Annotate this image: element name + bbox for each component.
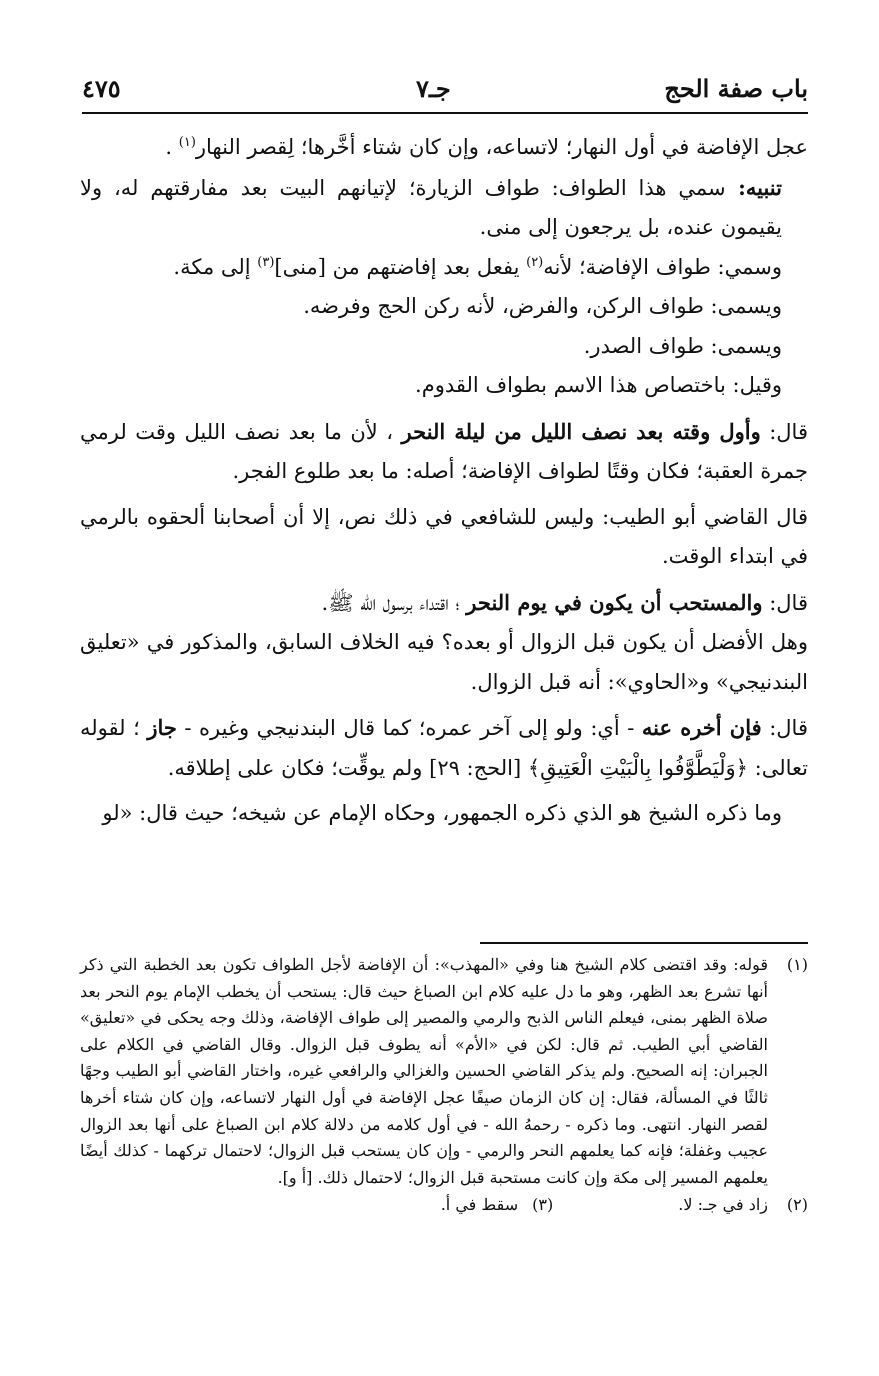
matn-text: جاز — [147, 715, 177, 740]
matn-text: فإن أخره عنه — [641, 715, 762, 740]
footnote-number: (٢) — [786, 1195, 808, 1215]
page-number: ٤٧٥ — [82, 74, 121, 103]
footnote-rule — [480, 942, 808, 944]
page-header — [82, 72, 808, 112]
chapter-title: باب صفة الحج — [664, 74, 808, 103]
note-label: تنبيه: — [725, 174, 782, 200]
paragraph-6: وقيل: باختصاص هذا الاسم بطواف القدوم. — [415, 373, 782, 397]
footnote-text: قوله: وقد اقتضى كلام الشيخ هنا وفي «المهذب»: أن الإفاضة لأجل الطواف تكون بعد الخطبة التي ذكر أنها تشرع بعد الظهر، وهو ما دل عليه كلام ابن الصباغ حيث قال: يستحب أن يخطب الإمام يوم النحر بعد صلاة الظهر بمنى، فيعلم الناس الذبح والرمي والمصير إلى طواف الإفاضة، وذلك وجه يحكى في «تعليق» القاضي أبي الطيب. ثم قال: لكن في «الأم» أنه يطوف قبل الزوال. وقال القاضي في الكلام على الجبران: إنه الصحيح. ولم يذكر القاضي الحسين والغزالي والرافعي غيره، واختار القاضي أبو الطيب وجهًا ثالثًا في المسألة، فقال: إن كان الزمان صيفًا عجل الإفاضة في أول النهار لاتساعه، وإن كان شتاء أخرها لقصر النهار. انتهى. وما ذكره - رحمهُ الله - في أول كلامه من دلالة كلام ابن الصباغ على أنها بعد الزوال عجيب وغفلة؛ فإنه كما يعلمهم النحر والرمي - وإن كان يستحب قبل الزوال؛ لاحتمال تركهما - كذلك أيضًا يعلمهم المسير إلى مكة وإن كانت مستحبة قبل الزوال؛ لاحتمال ذلك. [أ و]. — [80, 955, 768, 1187]
paragraph-7: قال: وأول وقته بعد نصف الليل من ليلة النحر ، لأن ما بعد نصف الليل وقت لرمي جمرة العقبة؛ فكان وقتًا لطواف الإفاضة؛ أصله: ما بعد طلوع الفجر. — [80, 418, 808, 483]
footnote-number: (٣) — [532, 1195, 554, 1215]
paragraph-8: قال القاضي أبو الطيب: وليس للشافعي في ذلك نص، إلا أن أصحابنا ألحقوه بالرمي في ابتداء الوقت. — [80, 504, 808, 568]
matn-text: والمستحب أن يكون في يوم النحر — [466, 589, 763, 615]
paragraph-12: وما ذكره الشيخ هو الذي ذكره الجمهور، وحكاه الإمام عن شيخه؛ حيث قال: «لو — [102, 801, 782, 825]
paragraph-3: وسمي: طواف الإفاضة؛ لأنه$^{(٢)}$ يفعل بعد إفاضتهم من [منى]$^{(٣)}$ إلى مكة. — [173, 254, 782, 279]
paragraph-5: ويسمى: طواف الصدر. — [583, 333, 782, 358]
paragraph-11: قال: فإن أخره عنه - أي: ولو إلى آخر عمره؛ كما قال البندنيجي وغيره - جاز ؛ لقوله تعالى: ﴿وَلْيَطَّوَّفُوا بِالْبَيْتِ الْعَتِيقِ﴾ [الحج: ٢٩] ولم يوقِّت؛ فكان على إطلاقه. — [80, 715, 808, 780]
paragraph-10: وهل الأفضل أن يكون قبل الزوال أو بعده؟ فيه الخلاف السابق، والمذكور في «تعليق البندنيجي» و«الحاوي»: أنه قبل الزوال. — [80, 630, 809, 694]
paragraph-4: ويسمى: طواف الركن، والفرض، لأنه ركن الحج وفرضه. — [303, 294, 782, 318]
footnote-ref-2: (٢) — [526, 254, 544, 270]
header-rule — [82, 112, 808, 114]
footnote-2-3 — [80, 1192, 808, 1219]
main-text — [80, 128, 808, 834]
matn-text: وأول وقته بعد نصف الليل من ليلة النحر — [401, 418, 761, 444]
footnote-ref-3: (٣) — [257, 254, 275, 270]
footnote-ref-1: (١) — [178, 135, 196, 150]
footnote-1 — [80, 952, 808, 1191]
footnote-number: (١) — [786, 955, 808, 974]
paragraph-9: قال: والمستحب أن يكون في يوم النحر ؛ اقتداء برسول الله ﷺ. — [321, 589, 808, 615]
volume-number: جـ٧ — [416, 74, 451, 103]
footnote-text: زاد في جـ: لا. — [678, 1195, 768, 1215]
paragraph-1: عجل الإفاضة في أول النهار؛ لاتساعه، وإن كان شتاء أخَّرها؛ لِقصر النهار$^{(١)}$ . — [165, 135, 808, 159]
paragraph-note: تنبيه: سمي هذا الطواف: طواف الزيارة؛ لإتيانهم البيت بعد مفارقتهم له، ولا يقيمون عنده، بل يرجعون إلى منى. — [80, 174, 782, 239]
footnote-text: سقط في أ. — [440, 1195, 519, 1215]
footnotes — [80, 952, 808, 1219]
